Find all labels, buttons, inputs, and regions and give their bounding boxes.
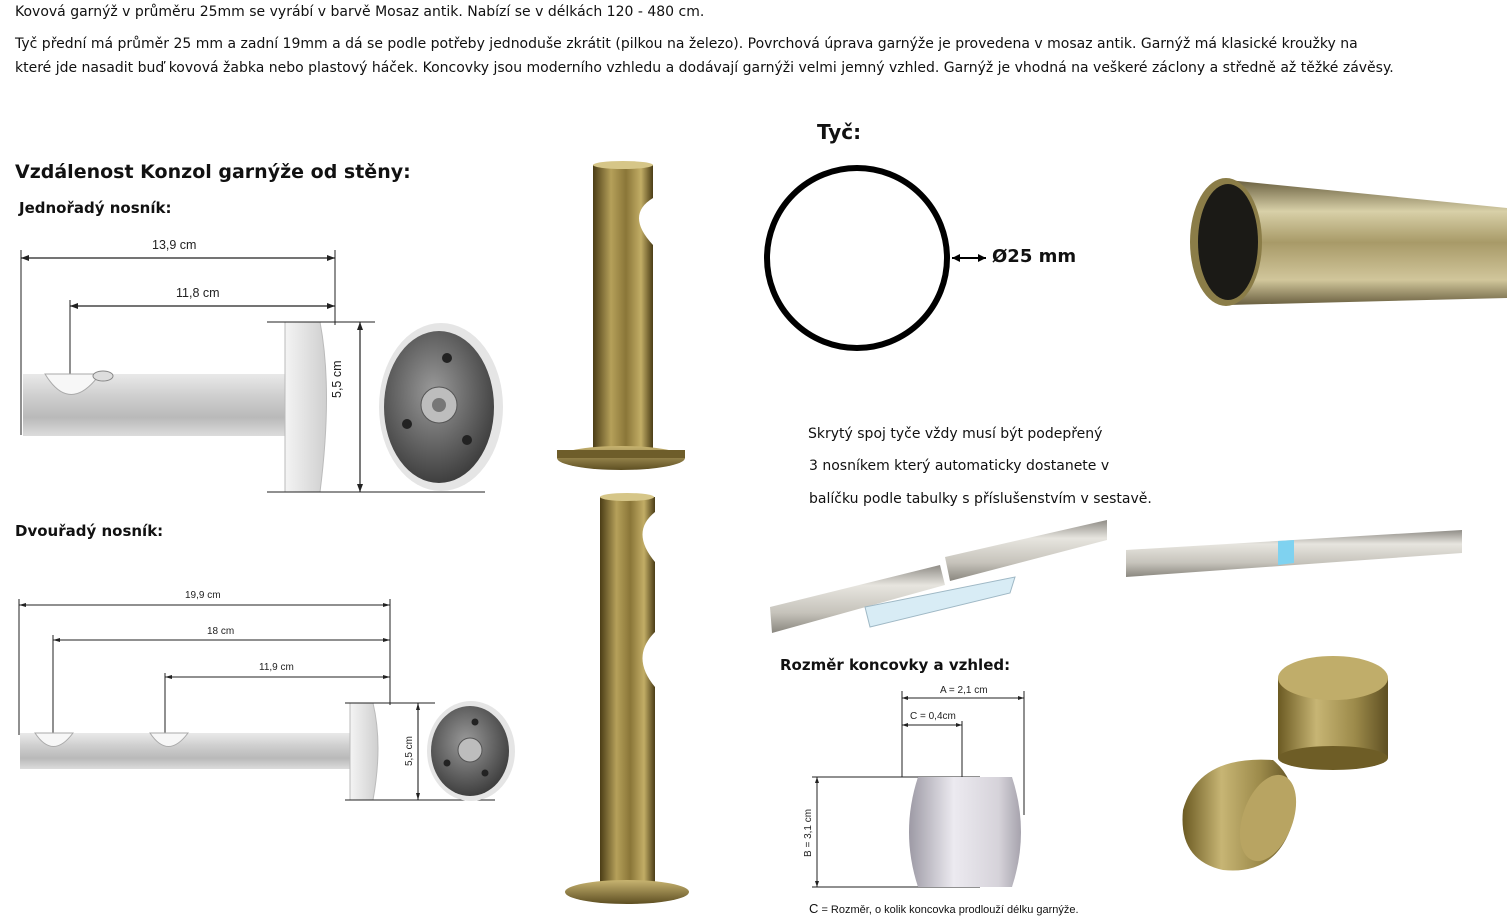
endcap-note-text: = Rozměr, o kolik koncovka prodlouží délku garnýže. xyxy=(821,904,1079,916)
single-dim-inner: 11,8 cm xyxy=(176,286,220,300)
endcap-note xyxy=(809,901,1079,916)
joint-line-1: Skrytý spoj tyče vždy musí být podepřený xyxy=(808,426,1103,442)
intro-line-1: Kovová garnýž v průměru 25mm se vyrábí v barvě Mosaz antik. Nabízí se v délkách 120 - 480 cm. xyxy=(15,4,705,20)
joint-line-3: balíčku podle tabulky s příslušenstvím v sestavě. xyxy=(809,491,1152,507)
double-dim-mid: 18 cm xyxy=(207,626,235,637)
double-dim-height: 5,5 cm xyxy=(404,735,415,766)
endcap-dim-a: A = 2,1 cm xyxy=(940,685,988,696)
brass-single-bracket-image xyxy=(555,160,690,475)
endcap-note-c: C xyxy=(809,901,819,916)
rod-joint-open-image xyxy=(770,515,1110,640)
endcap-dim-b: B = 3,1 cm xyxy=(803,808,814,857)
brackets-heading: Vzdálenost Konzol garnýže od stěny: xyxy=(15,161,411,183)
brass-endcaps-image xyxy=(1178,650,1393,875)
endcap-heading: Rozměr koncovky a vzhled: xyxy=(780,656,1011,674)
single-bracket-diagram xyxy=(15,230,505,500)
brass-double-bracket-image xyxy=(562,492,697,912)
double-bracket-diagram xyxy=(15,595,515,810)
single-dim-height: 5,5 cm xyxy=(330,360,344,398)
rod-diameter: Ø25 mm xyxy=(992,246,1077,267)
brass-rod-image xyxy=(1188,170,1507,315)
rod-joint-closed-image xyxy=(1126,525,1466,585)
rod-cross-section-diagram xyxy=(760,160,1000,360)
double-dim-total: 19,9 cm xyxy=(185,590,221,601)
double-bracket-label: Dvouřadý nosník: xyxy=(15,522,164,540)
double-dim-inner: 11,9 cm xyxy=(259,662,294,673)
intro-paragraph: Tyč přední má průměr 25 mm a zadní 19mm a dá se podle potřeby jednoduše zkrátit (pilkou na železo). Povrchová úprava garnýže je provedena v mosaz antik. Garnýž má klasické kroužky na které jde nasadit buď kovová žabka nebo plastový háček. Koncovky jsou moderního vzhledu a dodávají garnýži velmi jemný vzhled. Garnýž je vhodná na veškeré záclony a středně až těžké závěsy. xyxy=(15,36,1394,76)
joint-line-2: 3 nosníkem který automaticky dostanete v xyxy=(809,458,1110,474)
rod-heading: Tyč: xyxy=(817,120,862,144)
endcap-dim-c: C = 0,4cm xyxy=(910,711,956,722)
single-dim-total: 13,9 cm xyxy=(152,238,197,252)
single-bracket-label: Jednořadý nosník: xyxy=(19,199,172,217)
